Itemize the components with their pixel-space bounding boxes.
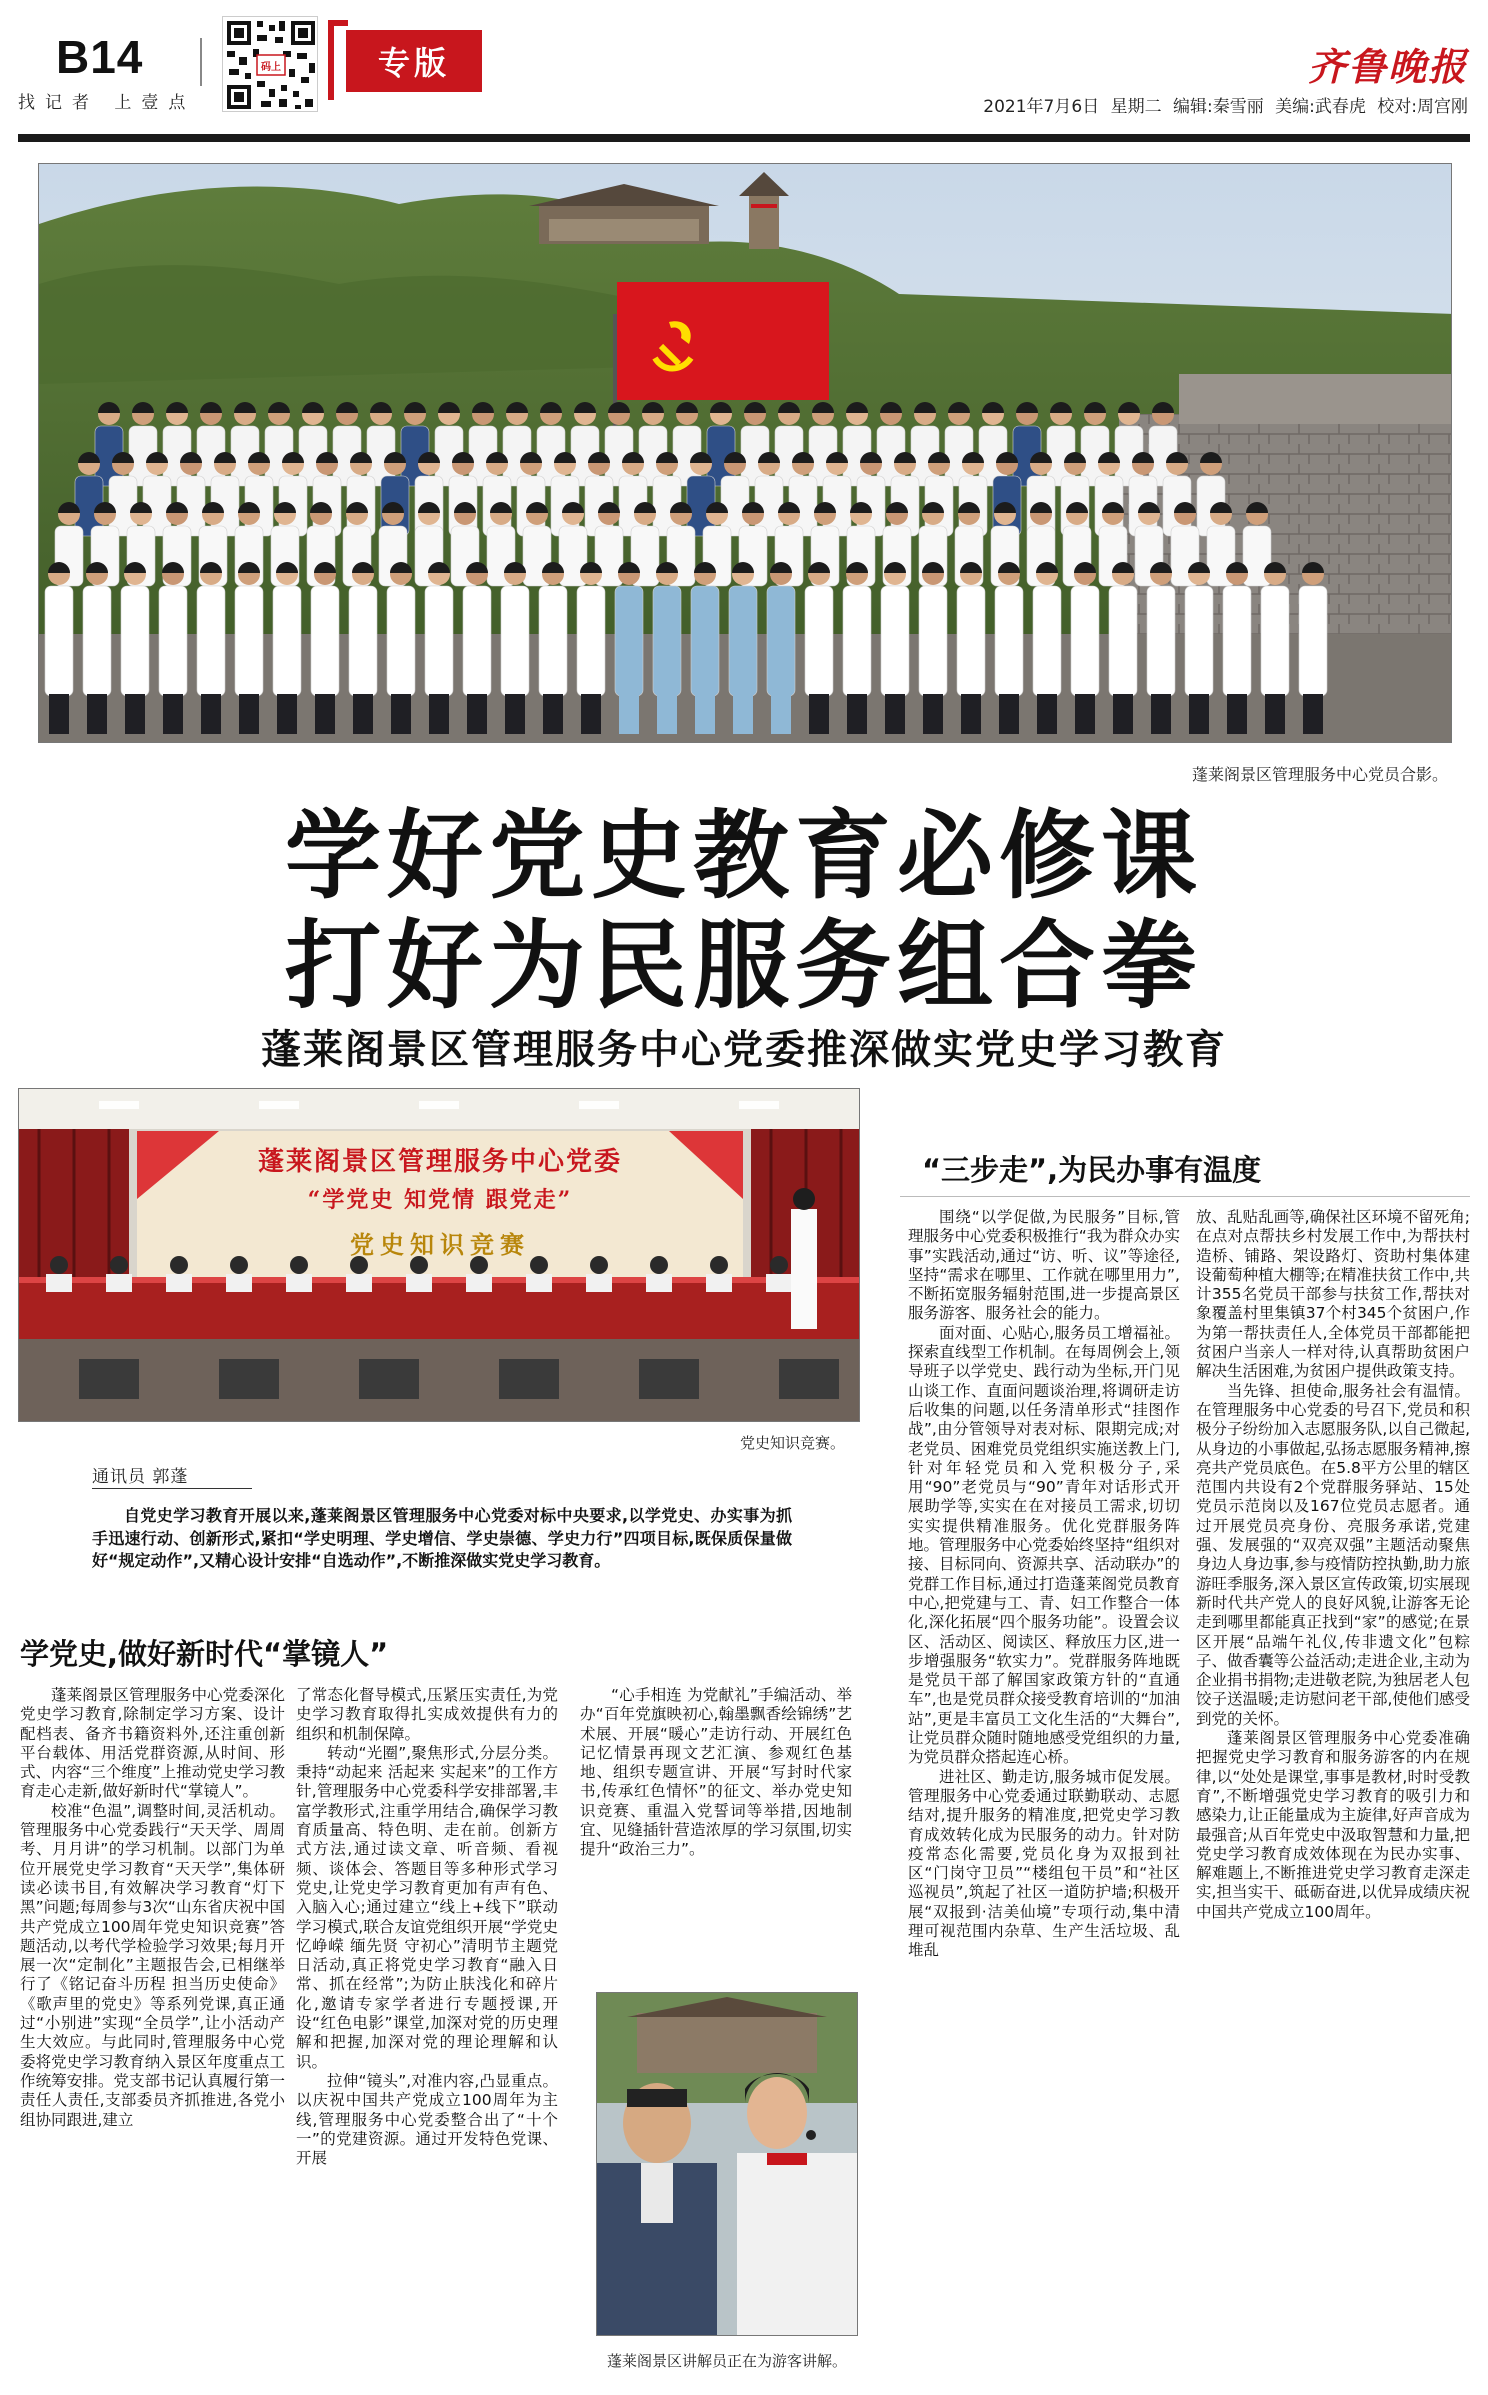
paragraph: “心手相连 为党献礼”手编活动、举办“百年党旗映初心,翰墨飘香绘锦绣”艺术展、开展“暖心”走访行动、开展红色记忆情景再现文艺汇演、参观红色基地、组织专题宣讲、开展“写封时代家书,传承红色情怀”的征文、举办党史知识竞赛、重温入党誓词等举措,因地制宜、见缝插针营造浓厚的学习氛围,切实提升“政治三力”。	[580, 1686, 852, 1859]
masthead-divider	[200, 38, 202, 86]
quiz-competition-photo	[18, 1088, 860, 1422]
guide-photo	[596, 1992, 858, 2336]
paragraph: 了常态化督导模式,压紧压实责任,为党史学习教育取得扎实成效提供有力的组织和机制保障。	[296, 1686, 558, 1743]
section-badge-bracket	[328, 20, 348, 100]
section-badge: 专版	[346, 30, 482, 92]
paragraph: 拉伸“镜头”,对准内容,凸显重点。以庆祝中国共产党成立100周年为主线,管理服务中心党委整合出了“十个一”的党建资源。通过开发特色党课、开展	[296, 2071, 558, 2168]
banner-slogan: “学党史 知党情 跟党走”	[307, 1187, 573, 1213]
paragraph: 面对面、心贴心,服务员工增福祉。探索直线型工作机制。在每周例会上,领导班子以学党史、践行动为坐标,开门见山谈工作、直面问题谈治理,将调研走访后收集的问题,以任务清单形式“挂图作战”,由分管领导对表对标、限期完成;对老党员、困难党员党组织实施送教上门,针对年轻党员和入党积极分子,采用“90”老党员与“90”青年对话形式开展助学等,实实在在对接员工需求,切切实实提供精准服务。优化党群服务阵地。管理服务中心党委始终坚持“组织对接、目标同向、资源共享、活动联办”的党群工作目标,通过打造蓬莱阁党员教育中心,把党建与工、青、妇工作整合一体化,深化拓展“四个服务功能”。设置会议区、活动区、阅读区、释放压力区,进一步增强服务“软实力”。党群服务阵地既是党员干部了解国家政策方针的“直通车”,也是党员群众接受教育培训的“加油站”,更是丰富员工文化生活的“大舞台”,让党员群众随时随地感受党组织的力量,为党员群众搭起连心桥。	[908, 1323, 1180, 1767]
paragraph: 围绕“以学促做,为民服务”目标,管理服务中心党委积极推行“我为群众办实事”实践活动,通过“访、听、议”等途径,坚持“需求在哪里、工作就在哪里用力”,不断拓宽服务辐射范围,进一步提高景区服务游客、服务社会的能力。	[908, 1208, 1180, 1323]
paragraph: 蓬莱阁景区管理服务中心党委准确把握党史学习教育和服务游客的内在规律,以“处处是课堂,事事是教材,时时受教育”,不断增强党史学习教育的吸引力和感染力,让正能量成为主旋律,好声音成为最强音;从百年党史中汲取智慧和力量,把党史学习教育成效体现在为民办实事、解难题上,不断推进党史学习教育走深走实,担当实干、砥砺奋进,以优异成绩庆祝中国共产党成立100周年。	[1196, 1729, 1470, 1921]
paragraph: 校准“色温”,调整时间,灵活机动。管理服务中心党委践行“天天学、周周考、月月讲”的学习机制。以部门为单位开展党史学习教育“天天学”,集体研读必读书目,有效解决学习教育“灯下黑”问题;每周参与3次“山东省庆祝中国共产党成立100周年党史知识竞赛”答题活动,以考代学检验学习效果;每月开展一次“定制化”主题报告会,已相继举行了《铭记奋斗历程 担当历史使命》《歌声里的党史》等系列党课,真正通过“小别进”实现“全员学”,让小活动产生大效应。与此同时,管理服务中心党委将党史学习教育纳入景区年度重点工作统筹安排。党支部书记认真履行第一责任人责任,支部委员齐抓推进,各党小组协同跟进,建立	[20, 1801, 285, 2129]
group-photo	[38, 163, 1452, 743]
banner-title: 蓬莱阁景区管理服务中心党委	[257, 1147, 622, 1177]
paragraph: 进社区、勤走访,服务城市促发展。管理服务中心党委通过联勤联动、志愿结对,提升服务的精准度,把党史学习教育成效转化成为民服务的动力。针对防疫常态化需要,党员化身为双报到社区“门岗守卫员”“楼组包干员”和“社区巡视员”,筑起了社区一道防护墙;积极开展“双报到·洁美仙境”专项行动,集中清理可视范围内杂草、生产生活垃圾、乱堆乱	[908, 1767, 1180, 1960]
section-heading-1: 学党史,做好新时代“掌镜人”	[20, 1637, 389, 1671]
masthead-rule	[18, 134, 1470, 142]
top-photo-caption: 蓬莱阁景区管理服务中心党员合影。	[1191, 765, 1448, 784]
paragraph: 当先锋、担使命,服务社会有温情。在管理服务中心党委的号召下,党员和积极分子纷纷加入志愿服务队,以自己微起,从身边的小事做起,弘扬志愿服务精神,擦亮共产党员底色。在5.8平方公里的辖区范围内共设有2个党群服务驿站、15处党员示范岗以及167位党员志愿者。通过开展党员亮身份、亮服务承诺,党建强、发展强的“双亮双强”主题活动聚焦身边人身边事,参与疫情防控执勤,助力旅游旺季服务,深入景区宣传政策,切实展现新时代共产党人的良好风貌,让游客无论走到哪里都能真正找到“家”的感觉;在景区开展“品端午礼仪,传非遗文化”包粽子、做香囊等公益活动;走进企业,主动为企业捐书捐物;走进敬老院,为独居老人包饺子送温暖;走访慰问老干部,使他们感受到党的关怀。	[1196, 1381, 1470, 1728]
body-column-5	[1196, 1208, 1470, 2380]
paragraph: 放、乱贴乱画等,确保社区环境不留死角;在点对点帮扶乡村发展工作中,为帮扶村造桥、铺路、架设路灯、资助村集体建设葡萄种植大棚等;在精准扶贫工作中,共计355名党员干部参与扶贫工作,帮扶对象覆盖村里集镇37个村345个贫困户,作为第一帮扶责任人,全体党员干部都能把贫困户当亲人一样对待,认真帮助贫困户解决生活困难,为贫困户提供政策支持。	[1196, 1208, 1470, 1381]
body-column-4	[908, 1208, 1180, 2380]
byline: 通讯员 郭蓬	[92, 1467, 189, 1487]
masthead-slogan: 找记者 上壹点	[18, 93, 196, 113]
body-column-3	[580, 1686, 852, 1978]
headline-main: 学好党史教育必修课	[285, 800, 1203, 912]
issue-info: 2021年7月6日 星期二 编辑:秦雪丽 美编:武春虎 校对:周宫刚	[983, 97, 1468, 117]
paragraph: 转动“光圈”,聚焦形式,分层分类。秉持“动起来 活起来 实起来”的工作方针,管理服务中心党委科学安排部署,丰富学教形式,注重学用结合,确保学习教育质量高、特色明、走在前。创新方式方法,通过读文章、听音频、看视频、谈体会、答题目等多种形式学习党史,让党史学习教育更加有声有色、入脑入心;通过建立“线上+线下”联动学习模式,联合友谊党组织开展“学党史 忆峥嵘 缅先贤 守初心”清明节主题党日活动,真正将党史学习教育“融入日常、抓在经常”;为防止肤浅化和碎片化,邀请专家学者进行专题授课,开设“红色电影”课堂,加深对党的历史理解和把握,加深对党的理论理解和认识。	[296, 1743, 558, 2071]
qr-code-icon[interactable]	[222, 16, 318, 112]
page-number: B14	[56, 31, 144, 83]
body-column-1	[20, 1686, 285, 2366]
middle-photo-caption: 党史知识竞赛。	[740, 1434, 846, 1452]
section-2-rule	[900, 1196, 1470, 1197]
bottom-photo-caption: 蓬莱阁景区讲解员正在为游客讲解。	[606, 2352, 847, 2370]
headline-second: 打好为民服务组合拳	[285, 910, 1203, 1022]
masthead	[0, 0, 1488, 150]
body-column-2	[296, 1686, 558, 2366]
subheadline: 蓬莱阁景区管理服务中心党委推深做实党史学习教育	[261, 1027, 1227, 1073]
paper-logo: 齐鲁晚报	[1307, 44, 1468, 89]
byline-rule	[92, 1488, 252, 1489]
qr-center-label: 码上	[261, 62, 281, 73]
section-heading-2: “三步走”,为民办事有温度	[922, 1153, 1262, 1187]
banner-subtitle: 党史知识竞赛	[350, 1230, 530, 1259]
paragraph: 蓬莱阁景区管理服务中心党委深化党史学习教育,除制定学习方案、设计配档表、备齐书籍资料外,还注重创新平台载体、用活党群资源,从时间、形式、内容“三个维度”上推动党史学习教育走心走新,做好新时代“掌镜人”。	[20, 1686, 285, 1801]
lead-paragraph: 自党史学习教育开展以来,蓬莱阁景区管理服务中心党委对标中央要求,以学党史、办实事为抓手迅速行动、创新形式,紧扣“学史明理、学史增信、学史崇德、学史力行”四项目标,既保质保量做好“规定动作”,又精心设计安排“自选动作”,不断推深做实党史学习教育。	[92, 1506, 792, 1570]
